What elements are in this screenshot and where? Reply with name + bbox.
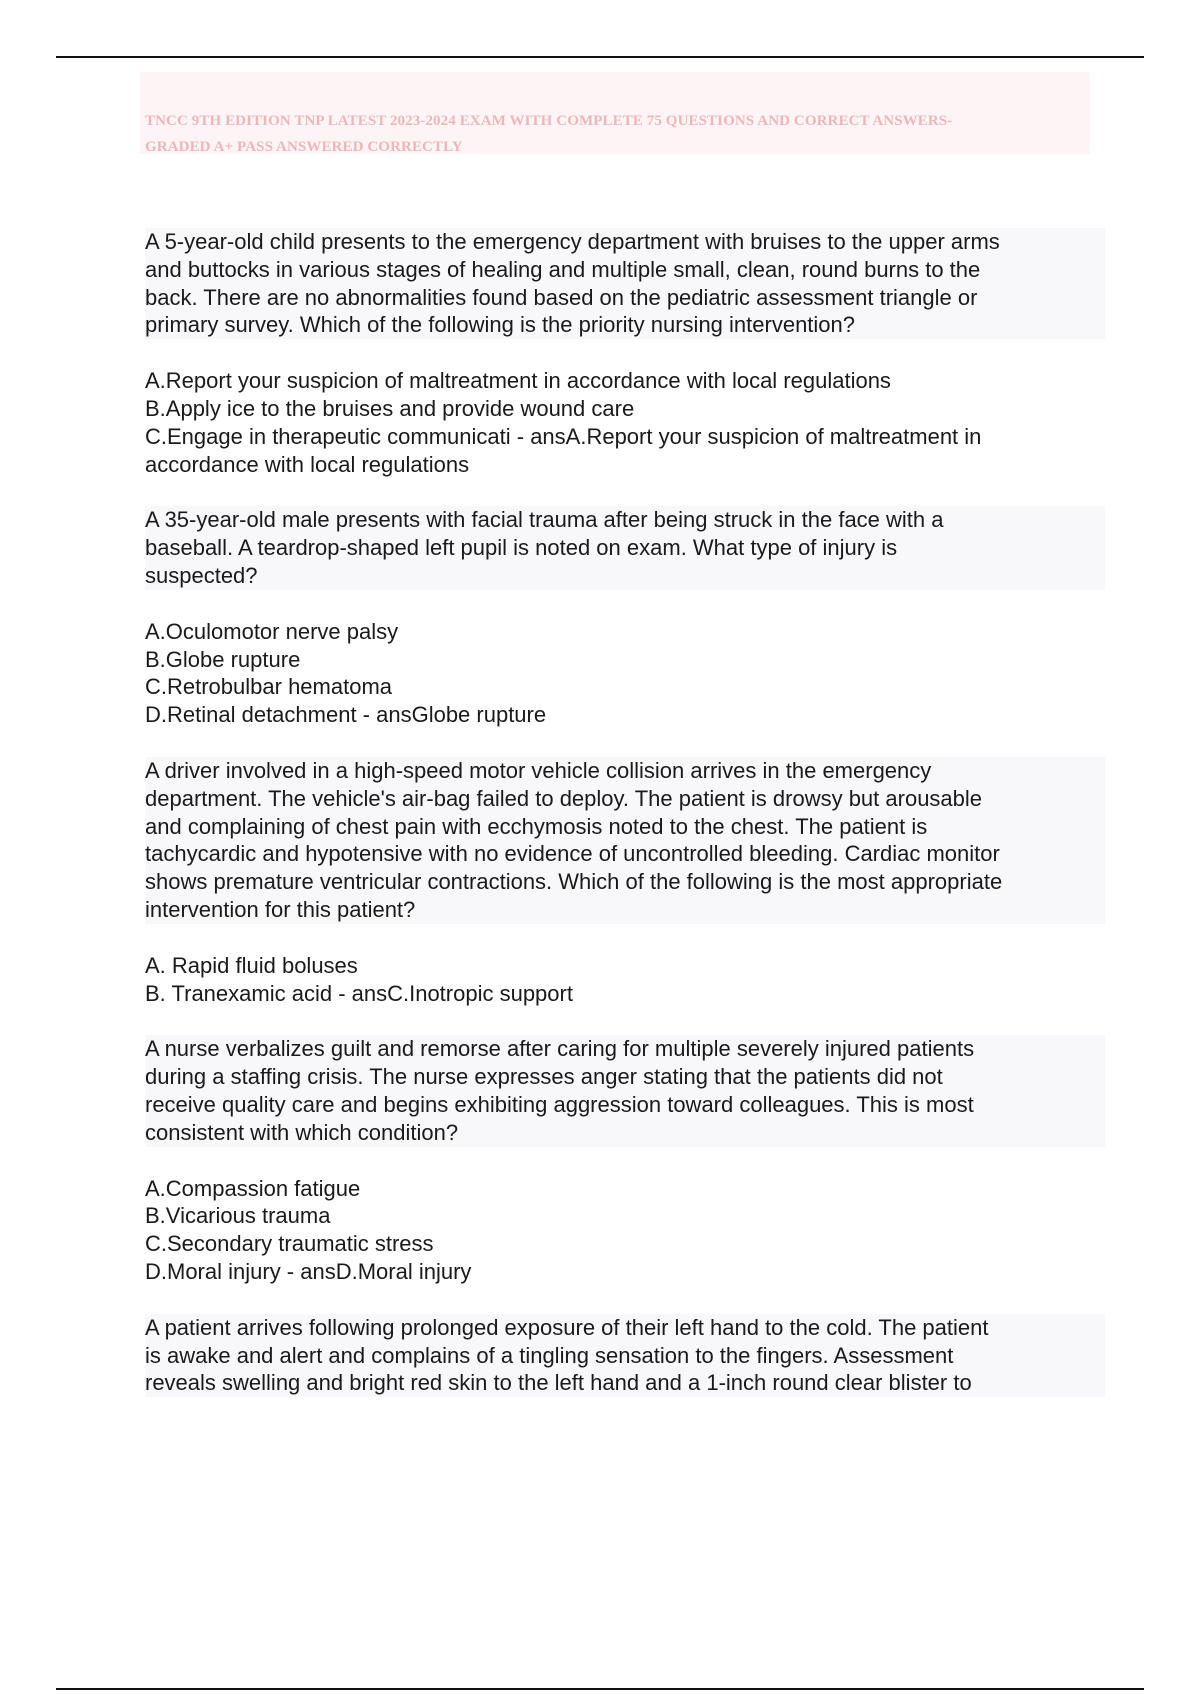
question-5: A patient arrives following prolonged exposure of their left hand to the cold. The patient is awake and alert and complains of a tingling sensation to the fingers. Assessment reveals swelling and bright red skin to the left hand and a 1-inch round clear blister to bbox=[145, 1314, 1105, 1397]
options-4 bbox=[145, 1175, 1105, 1286]
option-2c: C.Retrobulbar hematoma bbox=[145, 674, 393, 700]
options-1 bbox=[145, 367, 1105, 478]
question-2: A 35-year-old male presents with facial trauma after being struck in the face with a baseball. A teardrop-shaped left pupil is noted on exam. What type of injury is suspected? bbox=[145, 506, 1105, 589]
option-1a: A.Report your suspicion of maltreatment in accordance with local regulations bbox=[145, 368, 891, 394]
question-4: A nurse verbalizes guilt and remorse after caring for multiple severely injured patients during a staffing crisis. The nurse expresses anger stating that the patients did not receive quality care and begins exhibiting aggression toward colleagues. This is most consistent with which condition? bbox=[145, 1035, 1105, 1146]
options-3 bbox=[145, 952, 1105, 1008]
document-body bbox=[145, 228, 1105, 1425]
option-1b: B.Apply ice to the bruises and provide wound care bbox=[145, 395, 635, 421]
option-1c-answer: C.Engage in therapeutic communicati - ansA.Report your suspicion of maltreatment in accordance with local regulations bbox=[145, 423, 982, 477]
options-2 bbox=[145, 618, 1105, 729]
option-2a: A.Oculomotor nerve palsy bbox=[145, 618, 399, 644]
document-header: TNCC 9TH EDITION TNP LATEST 2023-2024 EXAM WITH COMPLETE 75 QUESTIONS AND CORRECT ANSWERS- GRADED A+ PASS ANSWERED CORRECTLY bbox=[145, 113, 953, 155]
question-1: A 5-year-old child presents to the emergency department with bruises to the upper arms and buttocks in various stages of healing and multiple small, clean, round burns to the back. There are no abnormalities found based on the pediatric assessment triangle or primary survey. Which of the following is the priority nursing intervention? bbox=[145, 228, 1105, 339]
option-2d-answer: D.Retinal detachment - ansGlobe rupture bbox=[145, 702, 547, 728]
option-3b-answer: B. Tranexamic acid - ansC.Inotropic support bbox=[145, 980, 573, 1006]
option-4b: B.Vicarious trauma bbox=[145, 1203, 331, 1229]
option-4c: C.Secondary traumatic stress bbox=[145, 1231, 434, 1257]
question-3: A driver involved in a high-speed motor vehicle collision arrives in the emergency department. The vehicle's air-bag failed to deploy. The patient is drowsy but arousable and complaining of chest pain with ecchymosis noted to the chest. The patient is tachycardic and hypotensive with no evidence of uncontrolled bleeding. Cardiac monitor shows premature ventricular contractions. Which of the following is the most appropriate intervention for this patient? bbox=[145, 757, 1105, 924]
option-4d-answer: D.Moral injury - ansD.Moral injury bbox=[145, 1258, 472, 1284]
option-4a: A.Compassion fatigue bbox=[145, 1175, 361, 1201]
option-3a: A. Rapid fluid boluses bbox=[145, 952, 358, 978]
top-rule bbox=[56, 56, 1144, 58]
option-2b: B.Globe rupture bbox=[145, 646, 301, 672]
bottom-rule bbox=[56, 1688, 1144, 1690]
